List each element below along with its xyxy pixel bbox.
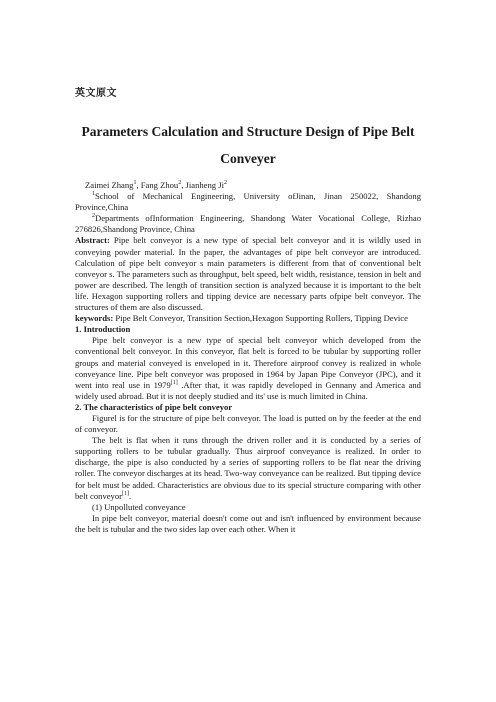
author-1-sup: 1 <box>133 180 137 187</box>
keywords <box>75 313 421 324</box>
affiliation-1-text: School of Mechanical Engineering, University ofJinan, Jinan 250022, Shandong Province,China <box>75 191 421 213</box>
section-2-paragraph-2 <box>75 435 421 502</box>
author-2: , Fang Zhou <box>136 180 179 190</box>
document-heading: 英文原文 <box>75 88 117 99</box>
citation-1: [1] <box>170 379 178 386</box>
subsection-heading: (1) Unpolluted conveyance <box>92 501 186 512</box>
section-2-paragraph-1: Figurel is for the structure of pipe belt conveyor. The load is putted on by the feeder at the end of conveyor. <box>75 412 421 435</box>
abstract-text: Pipe belt conveyor is a new type of special belt conveyor and it is wildly used in conveying powder material. In the paper, the advantages of pipe belt conveyor are introduced. Calculation of pipe belt conveyor s main parameters is different from that of conventional belt conveyor s. The parameters such as throughput, belt speed, belt width, resistance, tension in belt and power are described. The length of transition section is analyzed because it is important to the belt life. Hexagon supporting rollers and tipping device are necessary parts ofpipe belt conveyor. The structures of them are also discussed. <box>75 235 421 313</box>
author-3: , Jianheng Ji <box>181 180 224 190</box>
paper-title-line-1: Parameters Calculation and Structure Design of Pipe Belt <box>81 124 415 139</box>
section-2-text-b: . <box>129 490 132 501</box>
section-1-heading: 1. Introduction <box>75 324 131 335</box>
author-3-sup: 2 <box>223 180 227 187</box>
author-1: Zaimei Zhang <box>85 180 134 190</box>
citation-2: [1] <box>122 490 130 497</box>
affiliation-2-text: Departments ofInformation Engineering, Shandong Water Vocational College, Rizhao 276826,Shandong Province, China <box>75 213 421 235</box>
section-2-heading: 2. The characteristics of pipe belt conveyor <box>75 401 233 412</box>
abstract-label: Abstract: <box>75 235 110 246</box>
affiliation-2 <box>75 213 421 235</box>
author-2-sup: 2 <box>178 180 182 187</box>
affiliation-1 <box>75 191 421 213</box>
affiliation-2-sup: 2 <box>92 213 95 220</box>
authors-line <box>75 180 421 191</box>
keywords-label: keywords: <box>75 313 114 324</box>
paper-body <box>75 180 421 535</box>
section-1-paragraph <box>75 335 421 402</box>
section-1-text-a: Pipe belt conveyor is a new type of special belt conveyor which developed from the conventional belt conveyor. In this conveyor, flat belt is forced to be tubular by supporting roller groups and material conveyed is enveloped in it. Therefore airproof convey is realized in whole conveyance line. Pipe belt conveyor was proposed in 1964 by Japan Pipe Conveyor (JPC), and it went into real use in 1979 <box>75 335 421 390</box>
affiliation-1-sup: 1 <box>92 191 95 198</box>
section-1-text-b: .After that, it was rapidly developed in Gennany and America and widely used abroad. But it is not deeply studied and its' use is much limited in China. <box>75 379 421 401</box>
abstract <box>75 235 421 313</box>
section-2-text-a: The belt is flat when it runs through the driven roller and it is conducted by a series of supporting rollers to be tubular gradually. Thus airproof conveyance is realized. In order to discharge, the pipe is also conducted by a series of supporting rollers to be flat near the driving roller. The conveyor discharges at its head. Two-way conveyance can be realized. But tipping device for belt must be added. Characteristics are obvious due to its special structure comparing with other belt conveyor <box>75 435 421 501</box>
keywords-text: Pipe Belt Conveyor, Transition Section,Hexagon Supporting Rollers, Tipping Device <box>113 313 408 324</box>
paper-title-line-2: Conveyer <box>220 151 276 166</box>
section-2-paragraph-3: In pipe belt conveyor, material doesn't come out and isn't influenced by environment because the belt is tubular and the two sides lap over each other. When it <box>75 512 421 534</box>
